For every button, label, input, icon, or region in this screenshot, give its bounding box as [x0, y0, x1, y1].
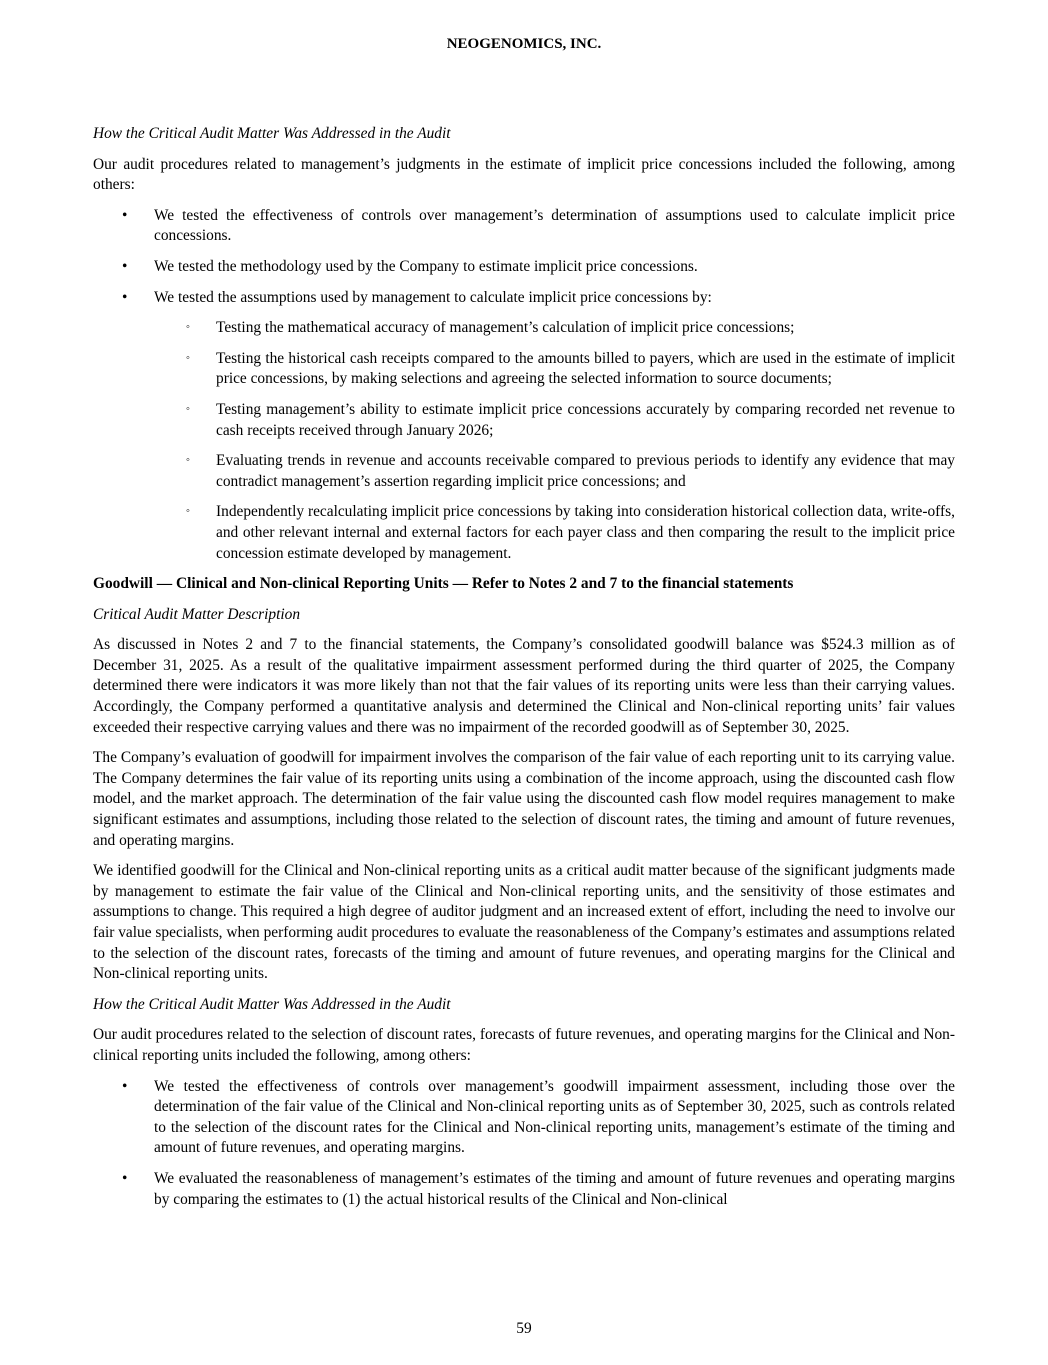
sub-list-item-text: Evaluating trends in revenue and accounts receivable compared to previous periods to identify any evidence that may contradict management’s assertion regarding implicit price concessions; and: [216, 452, 955, 490]
bullet-icon: •: [122, 288, 128, 306]
bullet-icon: •: [122, 257, 128, 275]
bullet-icon: •: [122, 1169, 128, 1187]
hollow-bullet-icon: ◦: [186, 454, 190, 467]
list-item-text: We tested the effectiveness of controls over management’s goodwill impairment assessment, including those over the determination of the fair value of the Clinical and Non-clinical reporting units as of September 30, 2025, such as controls related to the selection of the discount rates for the Clinical and Non-clinical reporting units, management’s estimate of the timing and amount of future revenues, and operating margins.: [154, 1077, 955, 1157]
sub-procedures-list: [154, 318, 955, 564]
sub-list-item: [93, 451, 955, 492]
hollow-bullet-icon: ◦: [186, 505, 190, 518]
addressed-intro: Our audit procedures related to the selection of discount rates, forecasts of future revenues, and operating margins for the Clinical and Non-clinical reporting units included the following, among others:: [93, 1026, 955, 1064]
list-item: [93, 1077, 955, 1159]
sub-list-item-text: Testing management’s ability to estimate implicit price concessions accurately by comparing recorded net revenue to cash receipts received through January 2026;: [216, 400, 955, 439]
bullet-icon: •: [122, 206, 128, 224]
list-item: [93, 206, 955, 247]
page-header-company: NEOGENOMICS, INC.: [446, 36, 602, 52]
section-subheading: How the Critical Audit Matter Was Addressed in the Audit: [93, 125, 451, 142]
description-subheading: Critical Audit Matter Description: [93, 605, 301, 623]
hollow-bullet-icon: ◦: [186, 402, 190, 415]
sub-list-item: [93, 318, 955, 339]
description-paragraph: As discussed in Notes 2 and 7 to the financial statements, the Company’s consolidated goodwill balance was $524.3 million as of December 31, 2025. As a result of the qualitative impairment assessment performed during the third quarter of 2025, the Company determined there were indicators it was more likely than not that the fair values of its reporting units were less than their carrying values. Accordingly, the Company performed a quantitative analysis and determined the Clinical and Non-clinical reporting units’ fair values exceeded their respective carrying values and there was no impairment of the recorded goodwill as of September 30, 2025.: [93, 636, 955, 736]
bullet-icon: •: [122, 1077, 128, 1095]
goodwill-heading: Goodwill — Clinical and Non-clinical Reporting Units — Refer to Notes 2 and 7 to the financial statements: [93, 575, 794, 593]
list-item-text: We evaluated the reasonableness of management’s estimates of the timing and amount of future revenues and operating margins by comparing the estimates to (1) the actual historical results of the Clinical and Non-clinical: [154, 1169, 955, 1208]
procedures-list: [93, 206, 955, 564]
hollow-bullet-icon: ◦: [186, 321, 190, 334]
goodwill-procedures-list: [93, 1077, 955, 1211]
sub-list-item: [93, 400, 955, 441]
list-item: [93, 1169, 955, 1210]
list-item: [93, 288, 955, 565]
section-intro: Our audit procedures related to management’s judgments in the estimate of implicit price concessions included the following, among others:: [93, 155, 955, 194]
page-number: 59: [516, 1320, 532, 1337]
sub-list-item-text: Testing the mathematical accuracy of management’s calculation of implicit price concessions;: [216, 319, 795, 337]
description-paragraph: We identified goodwill for the Clinical and Non-clinical reporting units as a critical audit matter because of the significant judgments made by management to estimate the fair value of the Clinical and Non-clinical reporting units, and the sensitivity of those estimates and assumptions to change. This required a high degree of auditor judgment and an increased extent of effort, including the need to involve our fair value specialists, when performing audit procedures to evaluate the reasonableness of the Company’s estimates and assumptions related to the selection of the discount rates, forecasts of the timing and amount of future revenues, and operating margins for the Clinical and Non-clinical reporting units.: [93, 862, 955, 983]
hollow-bullet-icon: ◦: [186, 351, 190, 364]
addressed-subheading: How the Critical Audit Matter Was Addressed in the Audit: [93, 995, 451, 1013]
document-body: [93, 124, 955, 1220]
list-item: [93, 257, 955, 278]
sub-list-item: [93, 349, 955, 390]
sub-list-item-text: Independently recalculating implicit price concessions by taking into consideration historical collection data, write-offs, and other relevant internal and external factors for each payer class and then comparing the result to the implicit price concession estimate developed by management.: [216, 503, 955, 562]
sub-list-item-text: Testing the historical cash receipts compared to the amounts billed to payers, which are used in the estimate of implicit price concessions, by making selections and agreeing the selected information to source documents;: [216, 349, 955, 388]
list-item-text: We tested the methodology used by the Company to estimate implicit price concessions.: [154, 257, 698, 275]
description-paragraph: The Company’s evaluation of goodwill for impairment involves the comparison of the fair value of each reporting unit to its carrying value. The Company determines the fair value of its reporting units using a combination of the income approach, using the discounted cash flow model, and the market approach. The determination of the fair value using the discounted cash flow model requires management to make significant estimates and assumptions, including those related to the selection of discount rates, the timing and amount of future revenues, and operating margins.: [93, 749, 955, 849]
sub-list-item: [93, 502, 955, 564]
list-item-text: We tested the assumptions used by management to calculate implicit price concessions by:: [154, 288, 712, 306]
list-item-text: We tested the effectiveness of controls over management’s determination of assumptions used to calculate implicit price concessions.: [154, 206, 955, 245]
